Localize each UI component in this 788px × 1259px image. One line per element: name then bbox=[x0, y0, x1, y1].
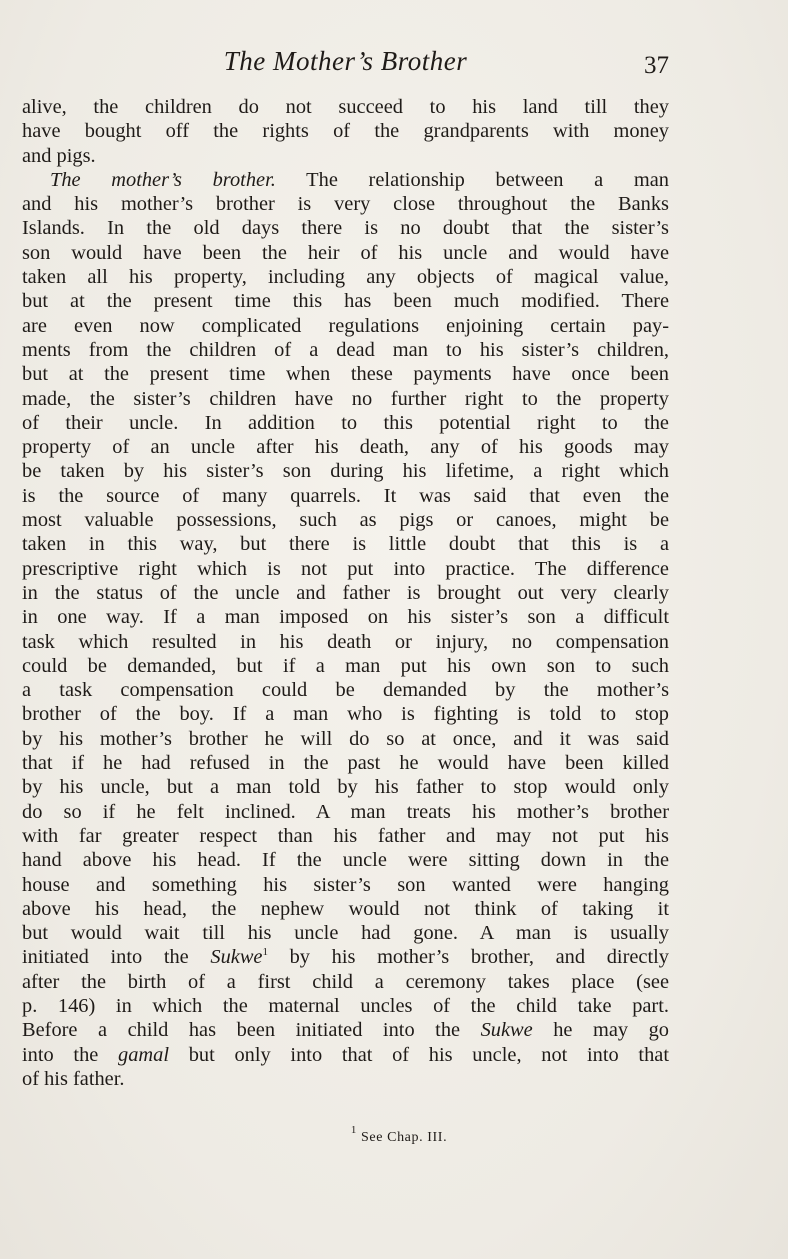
text-line: p. 146) in which the maternal uncles of the child take part. bbox=[22, 994, 669, 1017]
text-line: be taken by his sister’s son during his lifetime, a right which bbox=[22, 460, 669, 483]
footnote-text: See Chap. III. bbox=[356, 1130, 448, 1145]
text-span: The relationship between a man bbox=[275, 168, 669, 191]
footnote bbox=[0, 1124, 788, 1146]
text-span: he may go bbox=[532, 1019, 669, 1042]
text-line: but would wait till his uncle had gone. A man is usually bbox=[22, 922, 669, 945]
text-span: Before a child has been initiated into the bbox=[22, 1019, 481, 1042]
running-title: The Mother’s Brother bbox=[223, 46, 468, 76]
text-line: house and something his sister’s son wanted were hanging bbox=[22, 873, 669, 896]
text-line: and his mother’s brother is very close throughout the Banks bbox=[22, 193, 669, 216]
text-span: but only into that of his uncle, not into that bbox=[169, 1043, 669, 1066]
text-line bbox=[22, 1043, 669, 1067]
text-line: above his head, the nephew would not think of taking it bbox=[22, 897, 669, 920]
text-line: son would have been the heir of his uncle and would have bbox=[22, 241, 669, 264]
text-line: task which resulted in his death or injury, no compensation bbox=[22, 630, 669, 653]
text-line: that if he had refused in the past he would have been killed bbox=[22, 752, 669, 775]
text-line: most valuable possessions, such as pigs or canoes, might be bbox=[22, 509, 669, 532]
text-line: but at the present time this has been much modified. There bbox=[22, 290, 669, 313]
text-line: by his mother’s brother he will do so at once, and it was said bbox=[22, 727, 669, 750]
text-line bbox=[22, 945, 669, 969]
text-line: ments from the children of a dead man to his sister’s children, bbox=[22, 338, 669, 361]
text-line: of their uncle. In addition to this potential right to the bbox=[22, 411, 669, 434]
text-line: a task compensation could be demanded by the mother’s bbox=[22, 679, 669, 702]
text-line: taken all his property, including any objects of magical value, bbox=[22, 266, 669, 289]
text-line: is the source of many quarrels. It was said that even the bbox=[22, 484, 669, 507]
text-line: could be demanded, but if a man put his own son to such bbox=[22, 654, 669, 677]
text-span: initiated into the bbox=[22, 946, 211, 969]
text-line: Islands. In the old days there is no doubt that the sister’s bbox=[22, 217, 669, 240]
term-sukwe: Sukwe bbox=[210, 946, 263, 969]
text-line: of his father. bbox=[22, 1067, 125, 1090]
text-line: brother of the boy. If a man who is fighting is told to stop bbox=[22, 703, 669, 726]
text-line: and pigs. bbox=[22, 144, 96, 167]
text-line: but at the present time when these payments have once been bbox=[22, 363, 669, 386]
footnote-ref: 1 bbox=[262, 946, 268, 959]
text-line: after the birth of a first child a ceremony takes place (see bbox=[22, 970, 669, 993]
section-heading: The mother’s brother. bbox=[50, 168, 276, 191]
text-line: in the status of the uncle and father is brought out very clearly bbox=[22, 581, 669, 604]
text-line: have bought off the rights of the grandparents with money bbox=[22, 120, 669, 143]
running-head bbox=[22, 46, 669, 86]
text-line: taken in this way, but there is little doubt that this is a bbox=[22, 533, 669, 556]
text-line: alive, the children do not succeed to his land till they bbox=[22, 96, 669, 118]
text-line: with far greater respect than his father and may not put his bbox=[22, 824, 669, 847]
term-gamal: gamal bbox=[118, 1043, 170, 1066]
text-line: in one way. If a man imposed on his sister’s son a difficult bbox=[22, 606, 669, 629]
text-line: prescriptive right which is not put into practice. The difference bbox=[22, 557, 669, 580]
text-line: made, the sister’s children have no further right to the property bbox=[22, 387, 669, 410]
body-text bbox=[22, 95, 669, 1091]
text-line bbox=[22, 1018, 669, 1042]
text-span: into the bbox=[22, 1043, 119, 1066]
text-line: are even now complicated regulations enjoining certain pay- bbox=[22, 314, 669, 337]
text-line: do so if he felt inclined. A man treats his mother’s brother bbox=[22, 800, 669, 823]
footnote-marker: 1 bbox=[350, 1124, 357, 1136]
page-number: 37 bbox=[644, 52, 669, 79]
text-line: by his uncle, but a man told by his father to stop would only bbox=[22, 776, 669, 799]
text-line: hand above his head. If the uncle were sitting down in the bbox=[22, 849, 669, 872]
term-sukwe: Sukwe bbox=[480, 1019, 533, 1042]
section-lead-line bbox=[22, 168, 669, 192]
text-line: property of an uncle after his death, any of his goods may bbox=[22, 436, 669, 459]
text-span: by his mother’s brother, and directly bbox=[267, 946, 669, 969]
